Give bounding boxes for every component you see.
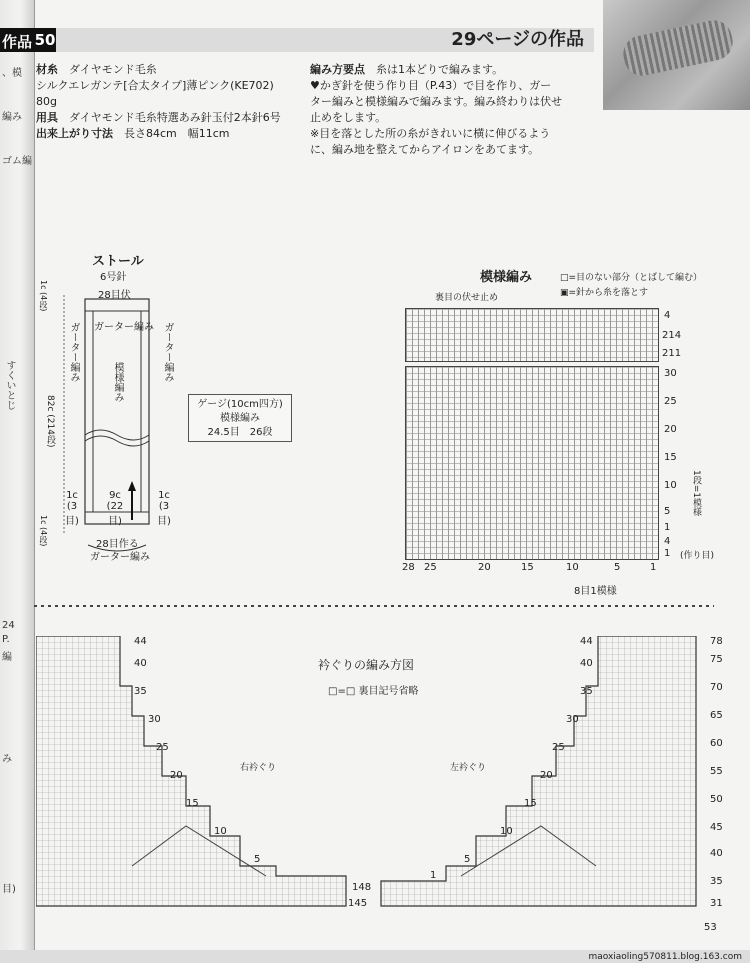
cast-on-label: (作り目) — [680, 551, 715, 561]
row-label: 4 — [664, 310, 671, 321]
stole-title: ストール — [92, 254, 144, 269]
pattern-legend-2: ▣=針から糸を落とす — [560, 288, 649, 298]
stole-center-width: 9c (22目) — [106, 490, 124, 527]
spine-fragment: 目) — [2, 884, 16, 895]
outer-row-label: 75 — [710, 654, 723, 665]
left-row-label: 35 — [134, 686, 147, 697]
right-row-label: 15 — [524, 798, 537, 809]
spine-fragment: 、模 — [2, 68, 22, 79]
right-neck-label: 右衿ぐり — [240, 763, 277, 773]
spine-fragment: み — [2, 754, 12, 765]
stole-break-line — [85, 430, 149, 440]
outer-row-label: 78 — [710, 636, 723, 647]
stole-top-rows: 1c (4段) — [39, 280, 48, 312]
left-row-label: 44 — [134, 636, 147, 647]
gauge-pattern: 模様編み — [220, 413, 260, 424]
procedure-block — [310, 62, 598, 158]
left-row-label: 15 — [186, 798, 199, 809]
left-row-label: 30 — [148, 714, 161, 725]
right-row-label: 20 — [540, 770, 553, 781]
left-neck-grid — [36, 636, 346, 906]
left-row-label: 10 — [214, 826, 227, 837]
page-title: 29ページの作品 — [451, 29, 584, 50]
spine-fragment: 編 — [2, 652, 12, 663]
col-label: 10 — [566, 562, 579, 573]
size-text: 長さ84cm 幅11cm — [124, 127, 230, 140]
right-neck-grid — [381, 636, 696, 906]
gauge-values: 24.5目 26段 — [207, 427, 273, 438]
left-row-label: 25 — [156, 742, 169, 753]
size-label: 出来上がり寸法 — [36, 127, 113, 140]
col-label: 15 — [521, 562, 534, 573]
outer-row-label: 50 — [710, 794, 723, 805]
row-label: 30 — [664, 368, 677, 379]
spine-fragment: ゴム編 — [2, 156, 32, 167]
row-label: 15 — [664, 452, 677, 463]
neckline-title: 衿ぐりの編み方図 — [318, 658, 415, 672]
yarn-label: 材糸 — [36, 63, 58, 76]
stole-garter-right: ガーター編み — [162, 322, 173, 382]
project-number: 50 — [34, 28, 56, 52]
outer-row-label: 70 — [710, 682, 723, 693]
spine-tab-head — [0, 28, 34, 52]
yarn-name: シルクエレガンテ[合太タイプ]薄ピンク(KE702) — [36, 79, 274, 92]
procedure-line: 止めをします。 — [310, 111, 387, 124]
stole-length: 82c (214段) — [45, 395, 55, 448]
stole-garter-left: ガーター編み — [68, 322, 79, 382]
pattern-chart-main — [405, 366, 659, 560]
right-row-label: 30 — [566, 714, 579, 725]
stole-pattern-label: 模様編み — [112, 362, 123, 402]
stole-left-edge: 1c (3目) — [65, 490, 79, 527]
row-label: 5 — [664, 506, 671, 517]
row-label: 10 — [664, 480, 677, 491]
row-label: 20 — [664, 424, 677, 435]
side-repeat-label: 1段=1模様 — [691, 470, 701, 516]
row-label: 4 — [664, 536, 671, 547]
page-header — [34, 28, 594, 52]
col-label: 28 — [402, 562, 415, 573]
col-label: 5 — [614, 562, 621, 573]
spine-fragment: P. — [2, 634, 10, 645]
spine-fragment: 24 — [2, 620, 15, 631]
col-label: 20 — [478, 562, 491, 573]
repeat-label: 8目1模様 — [574, 586, 617, 597]
stole-photo — [603, 0, 750, 110]
row-label: 1 — [664, 548, 671, 559]
stole-cast-on-stitch: ガーター編み — [90, 552, 150, 563]
left-neck-label: 左衿ぐり — [450, 763, 487, 773]
stole-right-edge: 1c (3目) — [157, 490, 171, 527]
left-row-label: 20 — [170, 770, 183, 781]
right-row-label: 10 — [500, 826, 513, 837]
row-label: 1 — [664, 522, 671, 533]
outer-row-label: 35 — [710, 876, 723, 887]
tools-label: 用具 — [36, 111, 58, 124]
pattern-chart-title: 模様編み — [480, 270, 533, 285]
col-label: 1 — [650, 562, 657, 573]
left-row-label: 5 — [254, 854, 261, 865]
neckline-legend: □=□ 裏目記号省略 — [328, 686, 419, 697]
procedure-line: ♥かぎ針を使う作り目（P.43）で目を作り、ガー — [310, 79, 552, 92]
row-label: 211 — [662, 348, 682, 359]
outer-row-label: 65 — [710, 710, 723, 721]
right-row-label: 40 — [580, 658, 593, 669]
left-row-label: 148 — [352, 882, 372, 893]
source-url: maoxiaoling570811.blog.163.com — [588, 952, 742, 962]
gauge-box — [188, 394, 292, 442]
right-row-label: 1 — [430, 870, 437, 881]
spine-fragment: 編み — [2, 112, 22, 123]
stole-needle: 6号針 — [100, 272, 127, 283]
procedure-line: に、編み地を整えてからアイロンをあてます。 — [310, 143, 540, 156]
stole-top-stitches: 28目伏 — [98, 290, 131, 301]
spine-tab — [0, 0, 35, 950]
materials-block — [36, 62, 281, 142]
procedure-line: ター編みと模様編みで編みます。編み終わりは伏せ — [310, 95, 563, 108]
outer-row-label: 40 — [710, 848, 723, 859]
stole-bottom-rows: 1c (4段) — [39, 515, 48, 547]
left-row-label: 145 — [348, 898, 368, 909]
yarn-brand: ダイヤモンド毛糸 — [69, 63, 157, 76]
stole-cast-on: 28目作る — [96, 539, 139, 550]
page-number: 53 — [704, 922, 717, 933]
outer-row-label: 60 — [710, 738, 723, 749]
right-row-label: 5 — [464, 854, 471, 865]
col-label: 25 — [424, 562, 437, 573]
pattern-chart-top — [405, 308, 659, 362]
outer-row-label: 31 — [710, 898, 723, 909]
outer-row-label: 45 — [710, 822, 723, 833]
row-label: 214 — [662, 330, 682, 341]
spine-fragment: すくいとじ — [4, 360, 15, 410]
spine-label: 作品 — [2, 33, 33, 51]
left-row-label: 40 — [134, 658, 147, 669]
stole-break-line — [85, 436, 149, 446]
knit-texture — [620, 17, 736, 79]
section-divider — [34, 605, 714, 607]
procedure-label: 編み方要点 — [310, 63, 365, 76]
bind-off-label: 裏目の伏せ止め — [435, 293, 499, 303]
tools-text: ダイヤモンド毛糸特選あみ針玉付2本針6号 — [69, 111, 281, 124]
procedure-line: ※目を落とした所の糸がきれいに横に伸びるよう — [310, 127, 551, 140]
neckline-chart — [36, 636, 716, 911]
procedure-line: 糸は1本どりで編みます。 — [376, 63, 504, 76]
right-row-label: 44 — [580, 636, 593, 647]
yarn-amount: 80g — [36, 95, 57, 108]
pattern-legend-1: □=目のない部分（とばして編む） — [560, 273, 703, 283]
gauge-title: ゲージ(10cm四方) — [197, 399, 283, 410]
right-row-label: 35 — [580, 686, 593, 697]
right-row-label: 25 — [552, 742, 565, 753]
row-label: 25 — [664, 396, 677, 407]
outer-row-label: 55 — [710, 766, 723, 777]
stole-garter-center: ガーター編み — [94, 322, 154, 333]
